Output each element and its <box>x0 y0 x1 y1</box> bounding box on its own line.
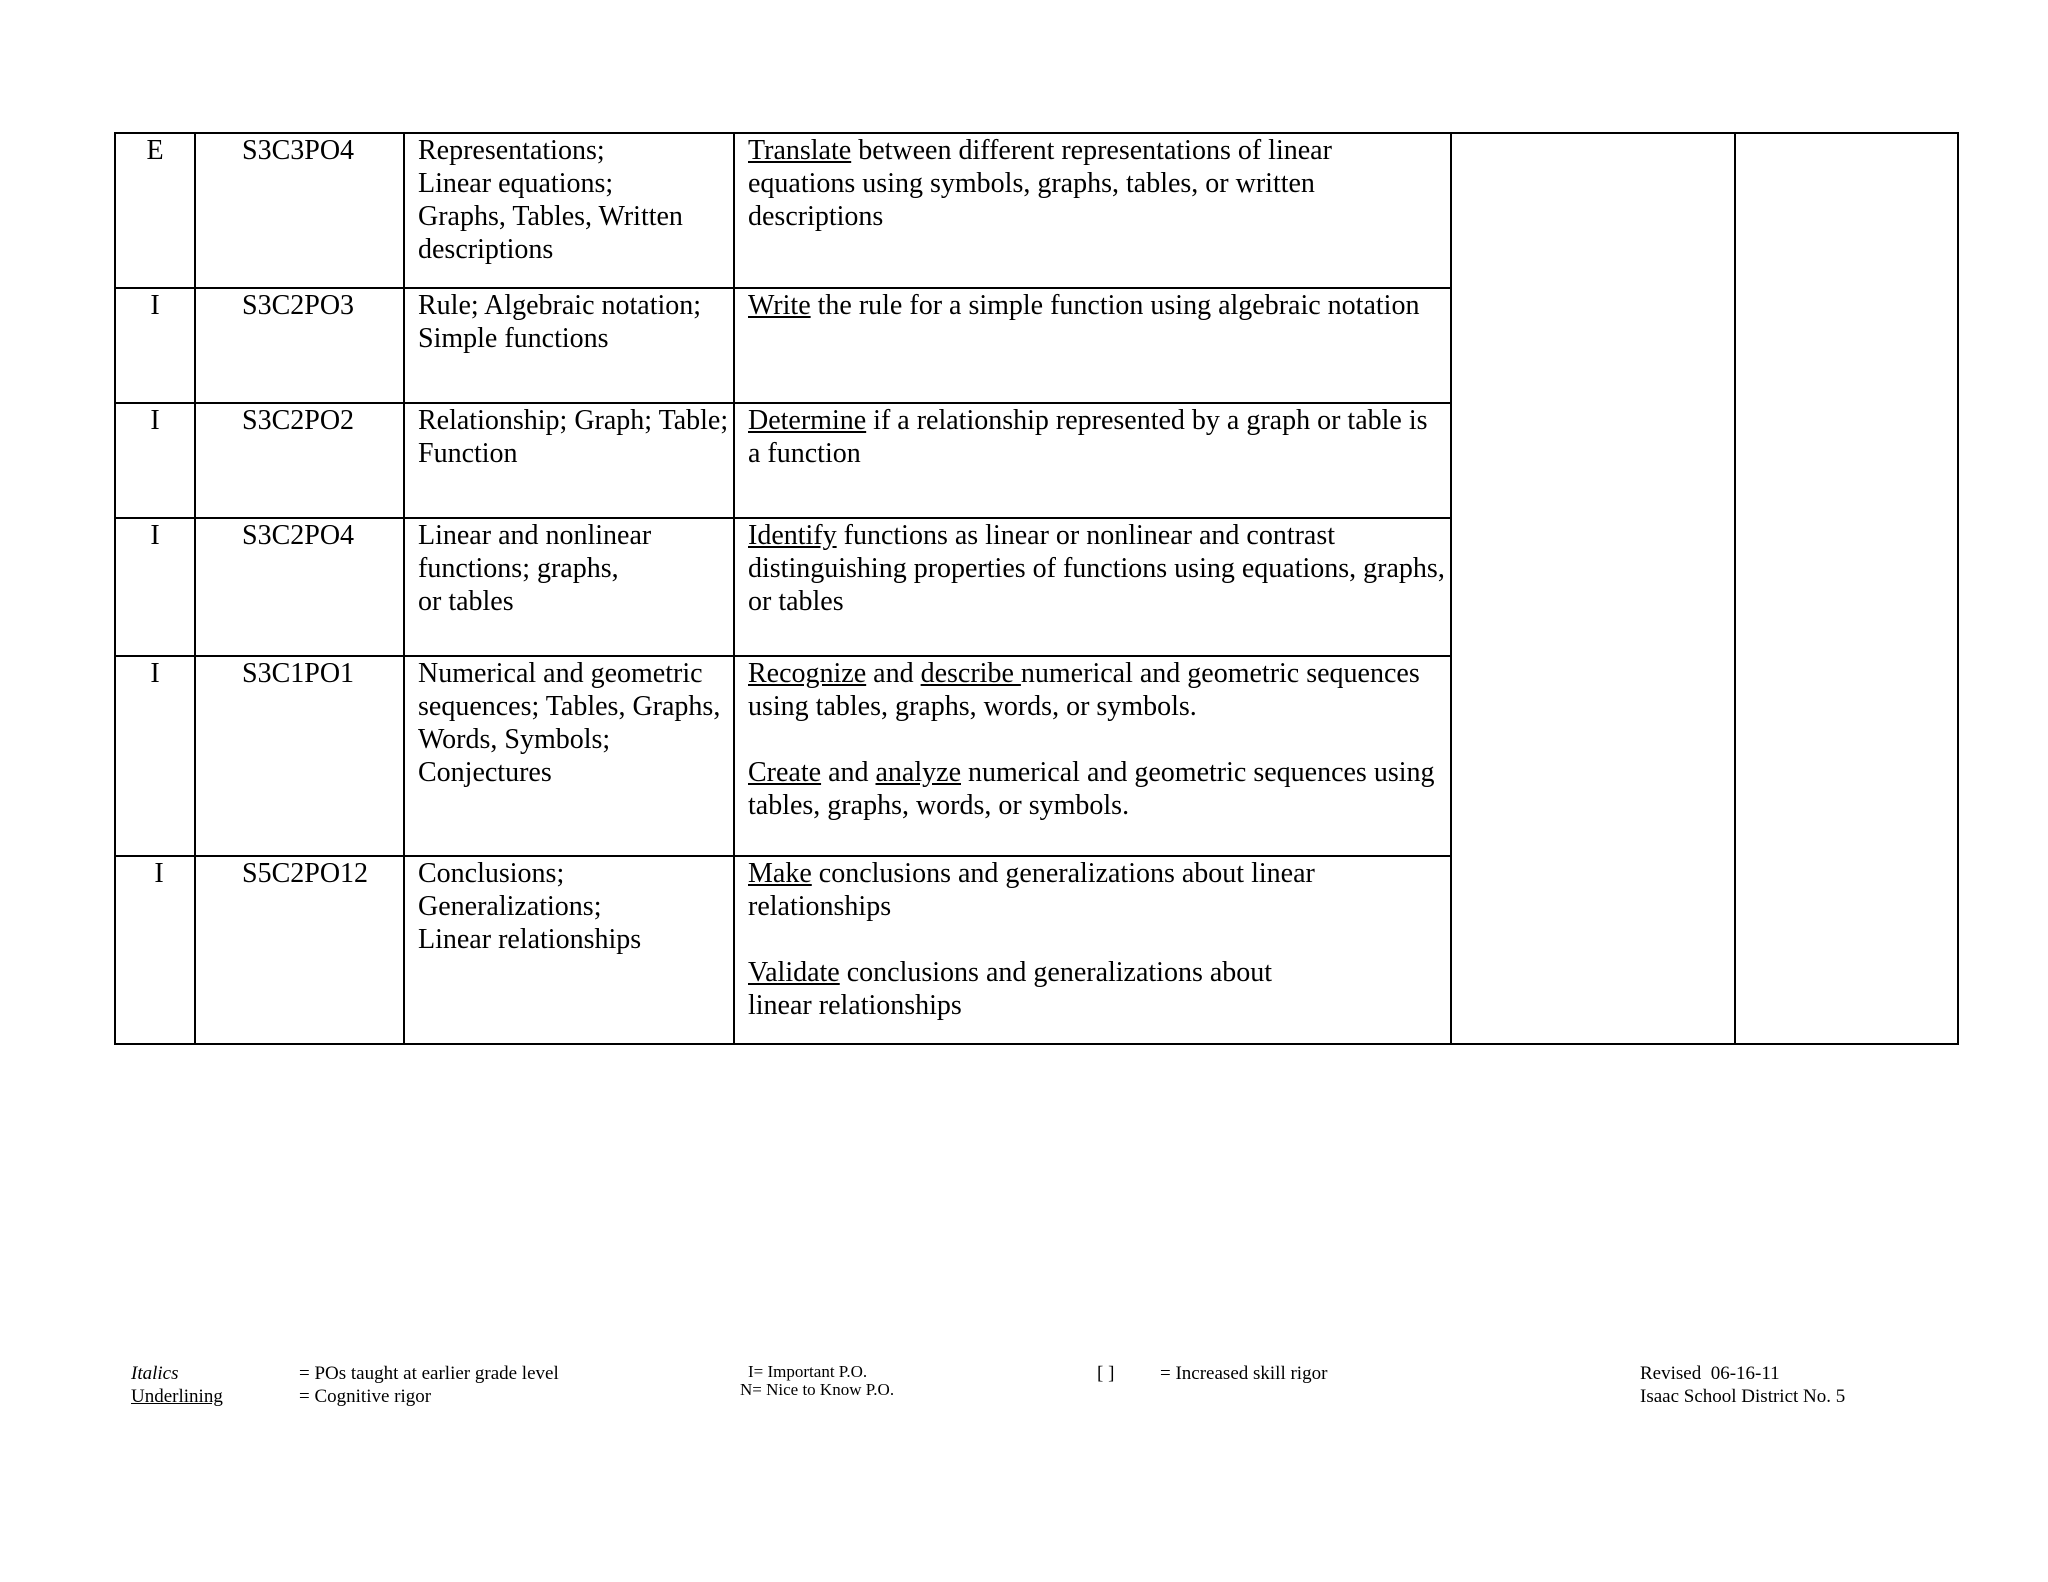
standard-code: S3C2PO4 <box>242 520 355 551</box>
code-cell <box>195 518 404 656</box>
district-name: Isaac School District No. 5 <box>1640 1386 1846 1407</box>
objective-rest: numerical and geometric sequences using tables, graphs, words, or symbols. <box>748 757 1435 821</box>
code-cell <box>195 288 404 403</box>
priority-cell <box>115 856 195 1044</box>
vocabulary-text: Numerical and geometric sequences; Tables, Graphs, Words, Symbols; Conjectures <box>418 658 721 788</box>
italics-label: Italics <box>131 1363 179 1384</box>
legend-labels <box>131 1362 223 1408</box>
underlining-description: = Cognitive rigor <box>299 1386 432 1407</box>
extra-column-1 <box>1451 133 1735 1044</box>
priority-legend <box>740 1363 894 1399</box>
objective-verb: describe <box>920 658 1021 689</box>
standard-code: S3C3PO4 <box>242 135 355 166</box>
legend-descriptions <box>299 1362 559 1408</box>
priority-cell <box>115 656 195 856</box>
vocabulary-text: Representations; Linear equations; Graphs, Tables, Written descriptions <box>418 135 683 265</box>
standards-table <box>114 132 1959 1045</box>
objective-cell <box>734 656 1451 856</box>
priority-cell <box>115 518 195 656</box>
vocab-cell <box>404 133 734 288</box>
brackets-symbol: [ ] <box>1097 1363 1115 1384</box>
standard-code: S5C2PO12 <box>242 858 369 889</box>
objective-rest: the rule for a simple function using algebraic notation <box>810 290 1420 321</box>
objective-connector: and <box>821 757 876 788</box>
objective-cell <box>734 288 1451 403</box>
priority-value: I <box>150 405 160 436</box>
objective-rest: between different representations of linear equations using symbols, graphs, tables, or written descriptions <box>748 135 1332 232</box>
priority-cell <box>115 288 195 403</box>
objective-text <box>735 519 1450 618</box>
objective-verb: Create <box>748 757 822 788</box>
code-cell <box>195 656 404 856</box>
vocabulary-text: Rule; Algebraic notation; Simple functions <box>418 290 702 354</box>
vocab-cell <box>404 403 734 518</box>
vocab-cell <box>404 656 734 856</box>
objective-cell <box>734 133 1451 288</box>
priority-value: I <box>150 290 160 321</box>
revision-info <box>1640 1362 1845 1408</box>
vocabulary-text: Linear and nonlinear functions; graphs, or tables <box>418 520 652 617</box>
vocabulary-text: Conclusions; Generalizations; Linear relationships <box>418 858 642 955</box>
code-cell <box>195 856 404 1044</box>
objective-verb: analyze <box>875 757 961 788</box>
priority-value: I <box>150 658 160 689</box>
objective-verb: Translate <box>748 135 852 166</box>
objective-text <box>735 857 1450 923</box>
objective-rest: conclusions and generalizations about linear relationships <box>748 858 1315 922</box>
code-cell <box>195 133 404 288</box>
objective-verb: Recognize <box>748 658 867 689</box>
priority-cell <box>115 403 195 518</box>
objective-rest: if a relationship represented by a graph or table is a function <box>748 405 1428 469</box>
objective-text <box>735 404 1450 470</box>
objective-verb: Validate <box>748 957 840 988</box>
objective-rest: functions as linear or nonlinear and contrast distinguishing properties of functions using equations, graphs, or tables <box>748 520 1445 617</box>
priority-cell <box>115 133 195 288</box>
objective-cell <box>734 856 1451 1044</box>
vocabulary-text: Relationship; Graph; Table; Function <box>418 405 729 469</box>
underlining-label: Underlining <box>131 1386 223 1407</box>
objective-text <box>735 657 1450 723</box>
objective-verb: Determine <box>748 405 867 436</box>
objective-verb: Write <box>748 290 811 321</box>
objective-verb: Make <box>748 858 812 889</box>
priority-value: I <box>154 858 164 889</box>
objective-text <box>735 134 1450 233</box>
code-cell <box>195 403 404 518</box>
objective-connector: and <box>866 658 921 689</box>
objective-rest: conclusions and generalizations about linear relationships <box>748 957 1273 1021</box>
objective-rest: numerical and geometric sequences using tables, graphs, words, or symbols. <box>748 658 1420 722</box>
brackets-description: = Increased skill rigor <box>1160 1363 1328 1384</box>
objective-verb: Identify <box>748 520 837 551</box>
priority-value: E <box>146 135 164 166</box>
table-row <box>115 133 1958 288</box>
standard-code: S3C2PO3 <box>242 290 355 321</box>
revised-date: Revised 06-16-11 <box>1640 1363 1780 1384</box>
priority-value: I <box>150 520 160 551</box>
vocab-cell <box>404 288 734 403</box>
nice-legend: N= Nice to Know P.O. <box>740 1380 895 1399</box>
vocab-cell <box>404 856 734 1044</box>
objective-text <box>735 289 1450 322</box>
objective-cell <box>734 518 1451 656</box>
objective-text <box>735 956 1450 1022</box>
objective-cell <box>734 403 1451 518</box>
italics-description: = POs taught at earlier grade level <box>299 1363 559 1384</box>
standard-code: S3C1PO1 <box>242 658 355 689</box>
extra-column-2 <box>1735 133 1958 1044</box>
objective-text <box>735 756 1450 822</box>
vocab-cell <box>404 518 734 656</box>
standard-code: S3C2PO2 <box>242 405 355 436</box>
important-legend: I= Important P.O. <box>748 1362 868 1381</box>
